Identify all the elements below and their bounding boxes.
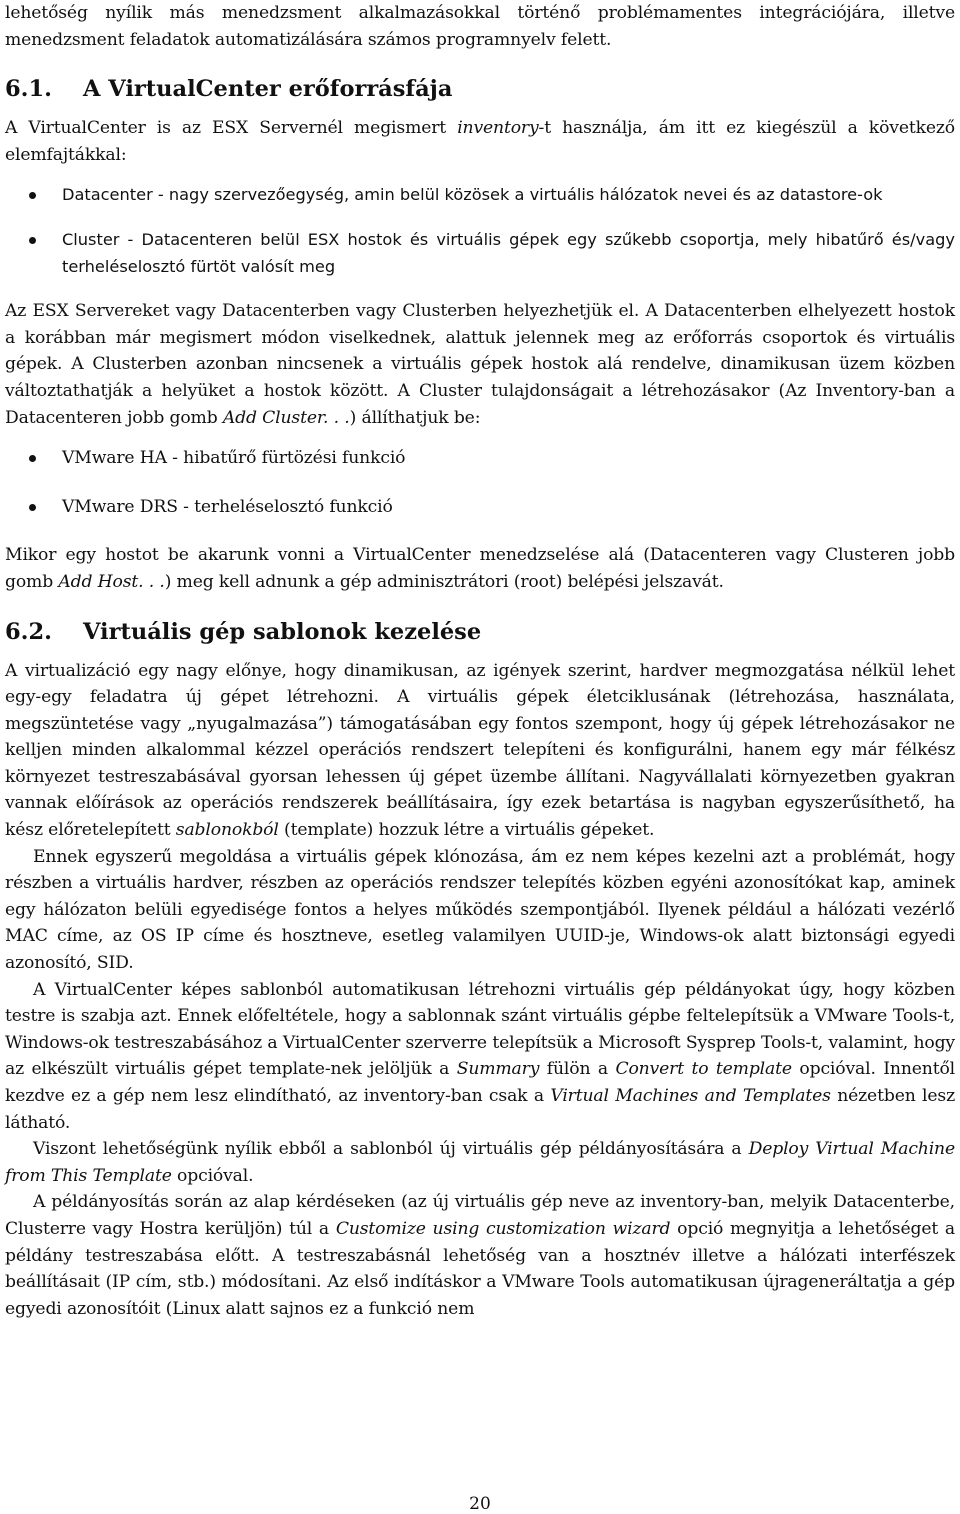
section-number: 6.2.	[5, 618, 52, 645]
cluster-emphasis: Add Cluster. . .	[222, 407, 350, 428]
deploy-paragraph	[5, 1136, 955, 1189]
section-heading-6-2	[5, 618, 955, 646]
vc-text-b: fülön a	[539, 1059, 616, 1080]
virt-emphasis: sablonokból	[175, 820, 279, 841]
element-types-list	[5, 182, 955, 280]
host-paragraph	[5, 542, 955, 595]
cluster-text-b: ) állíthatjuk be:	[349, 407, 481, 428]
instance-emphasis: Customize using customization wizard	[335, 1218, 671, 1239]
bullet-icon	[29, 237, 36, 244]
cluster-text-a: Az ESX Servereket vagy Datacenterben vagy Clusterben helyezhetjük el. A Datacenterben elhelyezett hostok a korábban már megismert módon viselkednek, alattuk jelennek meg az erőforrás csoportok és virtuális gépek. A Clusterben azonban nincsenek a virtuális gépek hostok alá rendelve, dinamikusan üzem közben változtathatják a helyüket a hostok között. A Cluster tulajdonságait a létrehozásakor (Az Inventory-ban a Datacenteren jobb gomb	[5, 301, 955, 428]
top-paragraph: lehetőség nyílik más menedzsment alkalmazásokkal történő problémamentes integrációjára, illetve menedzsment feladatok automatizálására számos programnyelv felett.	[5, 3, 955, 50]
section-number: 6.1.	[5, 76, 52, 103]
intro-paragraph	[5, 115, 955, 168]
section-heading-6-1	[5, 75, 955, 103]
host-text-a: Mikor egy hostot be akarunk vonni a VirtualCenter menedzselése alá (Datacenteren vagy Clusteren jobb gomb	[5, 545, 955, 592]
instance-text-b: opció megnyitja a lehetőséget a példány testreszabása előtt. A testreszabásnál lehetőség van a hosztnév illetve a hálózati interfészek beállításait (IP cím, stb.) módosítani. Az első indításkor a VMware Tools automatikusan újrageneráltatja a gép egyedi azonosítóit (Linux alatt sajnos ez a funkció nem	[5, 1218, 955, 1319]
instance-text-a: A példányosítás során az alap kérdéseken (az új virtuális gép neve az inventory-ban, melyik Datacenterbe, Clusterre vagy Hostra kerüljön) túl a	[5, 1192, 955, 1239]
list-item	[5, 227, 955, 280]
virt-text-a: A virtualizáció egy nagy előnye, hogy dinamikusan, az igények szerint, hardver megmozgatása nélkül lehet egy-egy feladatra új gépet létrehozni. A virtuális gépek életciklusának (létrehozása, használata, megszüntetése vagy „nyugalmazása”) támogatásában egy fontos szempont, hogy új gépek létrehozásakor ne kelljen minden alkalommal kézzel operációs rendszert telepíteni és konfigurálni, hanem egy már félkész környezet testreszabásával gyorsan lehessen új gépet üzembe állítani. Nagyvállalati környezetben gyakran vannak előírások az operációs rendszerek beállításaira, így ezek betartása is nagyban egyszerűsíthető, ha kész előretelepített	[5, 660, 955, 841]
deploy-text-a: Viszont lehetőségünk nyílik ebből a sablonból új virtuális gép példányosítására a	[33, 1139, 749, 1160]
list-item-text: VMware HA - hibatűrő fürtözési funkció	[62, 448, 406, 469]
bullet-icon	[29, 192, 36, 199]
section-title: A VirtualCenter erőforrásfája	[83, 76, 453, 103]
cluster-paragraph	[5, 298, 955, 431]
cluster-features-list	[5, 445, 955, 520]
vc-emphasis-view: Virtual Machines and Templates	[550, 1086, 831, 1106]
bullet-icon	[29, 455, 36, 462]
intro-emphasis: inventory	[457, 118, 539, 139]
virtualcenter-paragraph	[5, 977, 955, 1137]
bullet-icon	[29, 504, 36, 511]
vc-text-d: nézetben lesz látható.	[5, 1086, 955, 1133]
list-item-text: VMware DRS - terheléselosztó funkció	[62, 496, 393, 517]
page-number: 20	[469, 1494, 491, 1514]
host-text-b: ) meg kell adnunk a gép adminisztrátori (root) belépési jelszavát.	[164, 571, 724, 592]
intro-text-a: A VirtualCenter is az ESX Servernél megismert	[5, 118, 458, 139]
vc-text-a: A VirtualCenter képes sablonból automatikusan létrehozni virtuális gép példányokat úgy, hogy közben testre is szabja azt. Ennek előfeltétele, hogy a sablonnak szánt virtuális gépbe feltelepítsük a VMware Tools-t, Windows-ok testreszabásához a VirtualCenter szerverre telepítsük a Microsoft Sysprep Tools-t, valamint, hogy az elkészült virtuális gépet template-nek jelöljük a	[5, 979, 955, 1080]
vc-text-c: opcióval. Innentől kezdve ez a gép nem lesz elindítható, az inventory-ban csak a	[5, 1059, 955, 1106]
list-item	[5, 445, 955, 472]
list-item-text: Cluster - Datacenteren belül ESX hostok és virtuális gépek egy szűkebb csoportja, mely hibatűrő és/vagy terheléselosztó fürtöt valósít meg	[62, 229, 955, 276]
document-page	[5, 0, 955, 1514]
deploy-text-b: opcióval.	[171, 1165, 254, 1186]
instance-paragraph	[5, 1189, 955, 1322]
vc-emphasis-convert: Convert to template	[615, 1059, 792, 1080]
virt-text-b: (template) hozzuk létre a virtuális gépeket.	[278, 820, 655, 841]
host-emphasis: Add Host. . .	[58, 571, 165, 592]
list-item-text: Datacenter - nagy szervezőegység, amin belül közösek a virtuális hálózatok nevei és az datastore-ok	[62, 185, 883, 205]
section-title: Virtuális gép sablonok kezelése	[83, 618, 482, 645]
vc-emphasis-summary: Summary	[456, 1059, 540, 1080]
deploy-emphasis: Deploy Virtual Machine from This Template	[5, 1139, 955, 1186]
list-item	[5, 494, 955, 521]
list-item	[5, 182, 955, 209]
virtualization-paragraph	[5, 658, 955, 844]
intro-text-b: -t használja, ám itt ez kiegészül a következő elemfajtákkal:	[5, 118, 956, 165]
clone-paragraph: Ennek egyszerű megoldása a virtuális gépek klónozása, ám ez nem képes kezelni azt a problémát, hogy részben a virtuális hardver, részben az operációs rendszer telepítés közben egyéni azonosítókat kap, aminek egy hálózaton belüli egyedisége fontos a helyes működés szempontjából. Ilyenek például a hálózati vezérlő MAC címe, az OS IP címe és hosztneve, esetleg valamilyen UUID-je, Windows-ok alatt biztonsági egyedi azonosító, SID.	[5, 846, 955, 974]
